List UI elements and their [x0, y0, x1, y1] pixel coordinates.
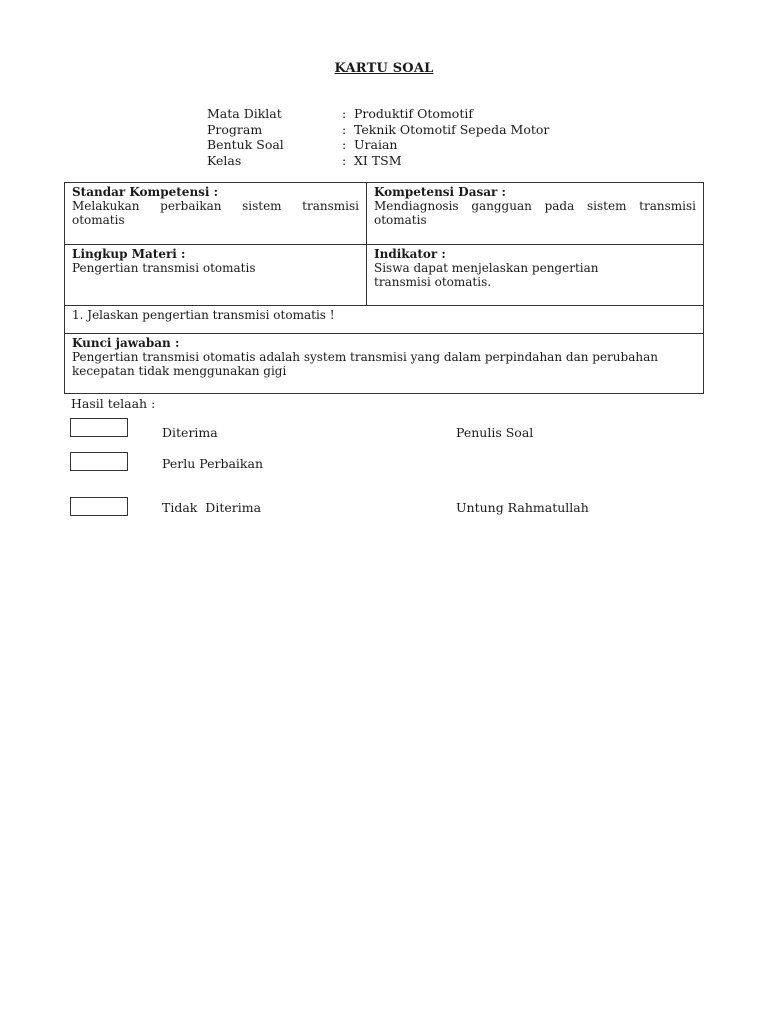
meta-row-bentuk-soal — [207, 137, 549, 153]
option-diterima: Diterima — [162, 425, 218, 440]
meta-value: Uraian — [354, 137, 398, 152]
answer-key-heading: Kunci jawaban : — [72, 336, 180, 350]
meta-colon: : — [342, 152, 347, 168]
checkbox-tidak-diterima[interactable] — [70, 497, 128, 516]
meta-label: Kelas — [207, 152, 242, 168]
page-title: KARTU SOAL — [334, 61, 434, 76]
material-row — [64, 244, 704, 306]
meta-row-kelas — [207, 153, 549, 169]
indikator-heading: Indikator : — [374, 247, 446, 261]
lingkup-materi-heading: Lingkup Materi : — [72, 247, 186, 261]
indikator-cell — [367, 245, 703, 305]
checkbox-perlu-perbaikan[interactable] — [70, 452, 128, 471]
option-perlu-perbaikan: Perlu Perbaikan — [162, 456, 263, 471]
meta-label: Mata Diklat — [207, 106, 282, 121]
competency-row — [64, 182, 704, 245]
meta-info — [207, 106, 549, 168]
meta-colon: : — [342, 121, 347, 137]
review-result-label: Hasil telaah : — [71, 396, 156, 411]
signature-name: Untung Rahmatullah — [456, 500, 589, 515]
meta-row-mata-diklat — [207, 106, 549, 122]
standar-kompetensi-text: Melakukan perbaikan sistem transmisi otomatis — [72, 199, 359, 227]
question-text: 1. Jelaskan pengertian transmisi otomatis ! — [72, 308, 335, 322]
meta-value: Teknik Otomotif Sepeda Motor — [354, 121, 550, 137]
meta-value: XI TSM — [354, 152, 402, 168]
meta-label: Program — [207, 121, 263, 137]
answer-key-cell — [65, 334, 703, 380]
meta-value: Produktif Otomotif — [354, 106, 473, 121]
meta-label: Bentuk Soal — [207, 137, 284, 152]
lingkup-materi-cell — [65, 245, 367, 305]
question-row — [64, 305, 704, 334]
answer-key-text: Pengertian transmisi otomatis adalah system transmisi yang dalam perpindahan dan perubahan kecepatan tidak menggunakan gigi — [72, 350, 658, 378]
kompetensi-dasar-text: Mendiagnosis gangguan pada sistem transmisi otomatis — [374, 199, 696, 227]
answer-key-row — [64, 333, 704, 394]
checkbox-diterima[interactable] — [70, 418, 128, 437]
standar-kompetensi-cell — [65, 183, 367, 244]
indikator-text: Siswa dapat menjelaskan pengertian transmisi otomatis. — [374, 261, 599, 289]
meta-colon: : — [342, 106, 347, 121]
signature-role: Penulis Soal — [456, 425, 534, 440]
standar-kompetensi-heading: Standar Kompetensi : — [72, 185, 219, 199]
lingkup-materi-text: Pengertian transmisi otomatis — [72, 261, 256, 275]
option-tidak-diterima: Tidak Diterima — [162, 500, 262, 515]
meta-colon: : — [342, 137, 347, 152]
kompetensi-dasar-cell — [367, 183, 703, 244]
meta-row-program — [207, 122, 549, 138]
kompetensi-dasar-heading: Kompetensi Dasar : — [374, 185, 506, 199]
